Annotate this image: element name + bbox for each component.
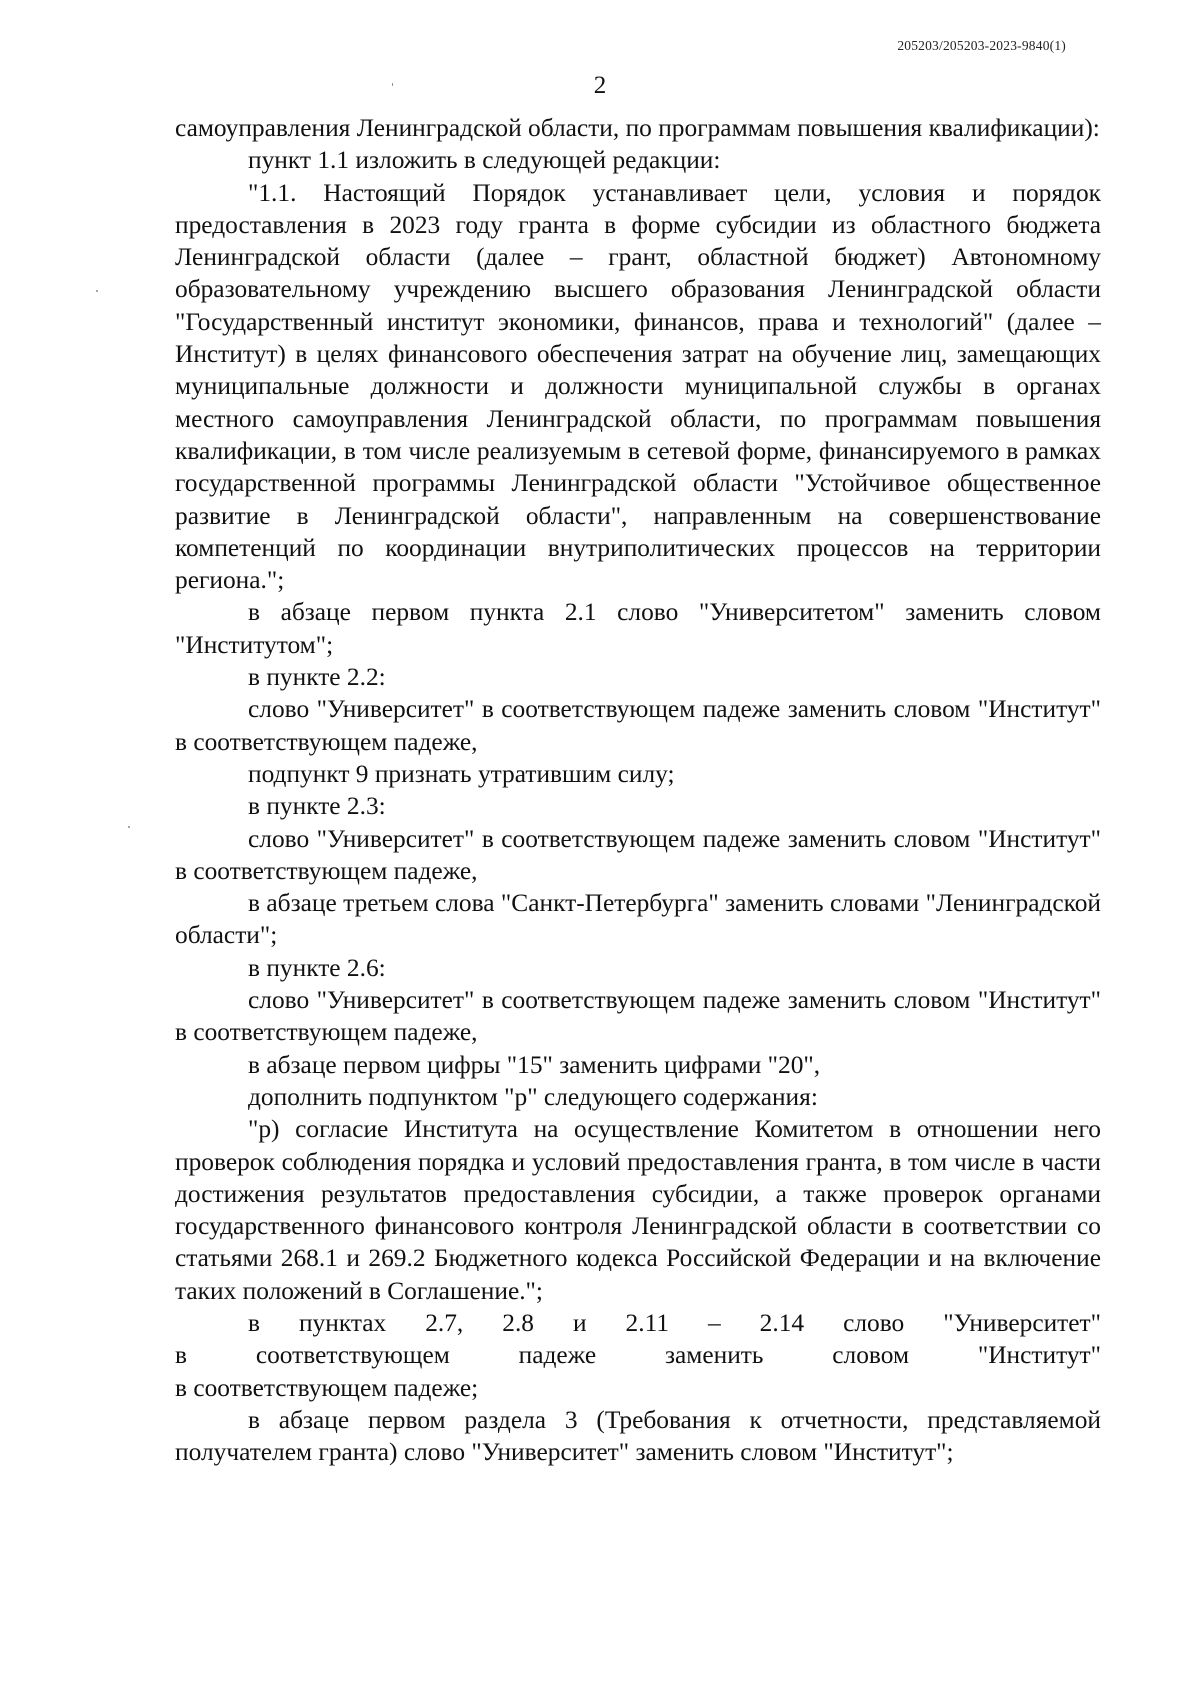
paragraph: слово "Университет" в соответствующем падеже заменить словом "Институт" в соответствующем падеже,: [175, 695, 1101, 756]
paragraph: пункт 1.1 изложить в следующей редакции:: [248, 146, 721, 175]
page-number: 2: [593, 72, 607, 99]
paragraph: в пункте 2.3:: [248, 792, 386, 821]
paragraph: самоуправления Ленинградской области, по программам повышения квалификации):: [175, 114, 1100, 142]
document-id: 205203/205203-2023-9840(1): [897, 38, 1066, 53]
scan-speck: [128, 826, 130, 828]
paragraph: в абзаце первом пункта 2.1 слово "Университетом" заменить словом "Институтом";: [175, 598, 1101, 659]
paragraph-line: в соответствующем падеже заменить словом "Институт": [175, 1341, 1101, 1370]
document-body: [175, 112, 1101, 1468]
paragraph: в пункте 2.6:: [248, 953, 386, 982]
paragraph: в пункте 2.2:: [248, 663, 386, 692]
paragraph-line: в пунктах 2.7, 2.8 и 2.11 – 2.14 слово "Университет": [248, 1308, 1101, 1337]
scan-speck: [96, 290, 98, 292]
scan-speck: [392, 83, 393, 86]
paragraph-line: в соответствующем падеже;: [175, 1373, 479, 1402]
paragraph: слово "Университет" в соответствующем падеже заменить словом "Институт" в соответствующем падеже,: [175, 986, 1101, 1047]
paragraph: слово "Университет" в соответствующем падеже заменить словом "Институт" в соответствующем падеже,: [175, 824, 1101, 885]
paragraph: "р) согласие Института на осуществление Комитетом в отношении него проверок соблюдения порядка и условий предоставления гранта, в том числе в части достижения результатов предоставления субсидии, а также проверок органами государственного финансового контроля Ленинградской области в соответствии со статьями 268.1 и 269.2 Бюджетного кодекса Российской Федерации и на включение таких положений в Соглашение.";: [175, 1115, 1101, 1305]
paragraph: в абзаце первом раздела 3 (Требования к отчетности, представляемой получателем гранта) слово "Университет" заменить словом "Институт";: [175, 1405, 1101, 1467]
paragraph: подпункт 9 признать утратившим силу;: [248, 759, 675, 788]
paragraph: в абзаце первом цифры "15" заменить цифрами "20",: [248, 1050, 821, 1079]
paragraph: в абзаце третьем слова "Санкт-Петербурга" заменить словами "Ленинградской области";: [175, 889, 1101, 950]
paragraph: "1.1. Настоящий Порядок устанавливает цели, условия и порядок предоставления в 2023 году гранта в форме субсидии из областного бюджета Ленинградской области (далее – грант, областной бюджет) Автономному образовательному учреждению высшего образования Ленинградской области "Государственный институт экономики, финансов, права и технологий" (далее – Институт) в целях финансового обеспечения затрат на обучение лиц, замещающих муниципальные должности и должности муниципальной службы в органах местного самоуправления Ленинградской области, по программам повышения квалификации, в том числе реализуемым в сетевой форме, финансируемого в рамках государственной программы Ленинградской области "Устойчивое общественное развитие в Ленинградской области", направленным на совершенствование компетенций по координации внутриполитических процессов на территории региона.";: [175, 178, 1101, 595]
paragraph: дополнить подпунктом "р" следующего содержания:: [248, 1082, 818, 1111]
